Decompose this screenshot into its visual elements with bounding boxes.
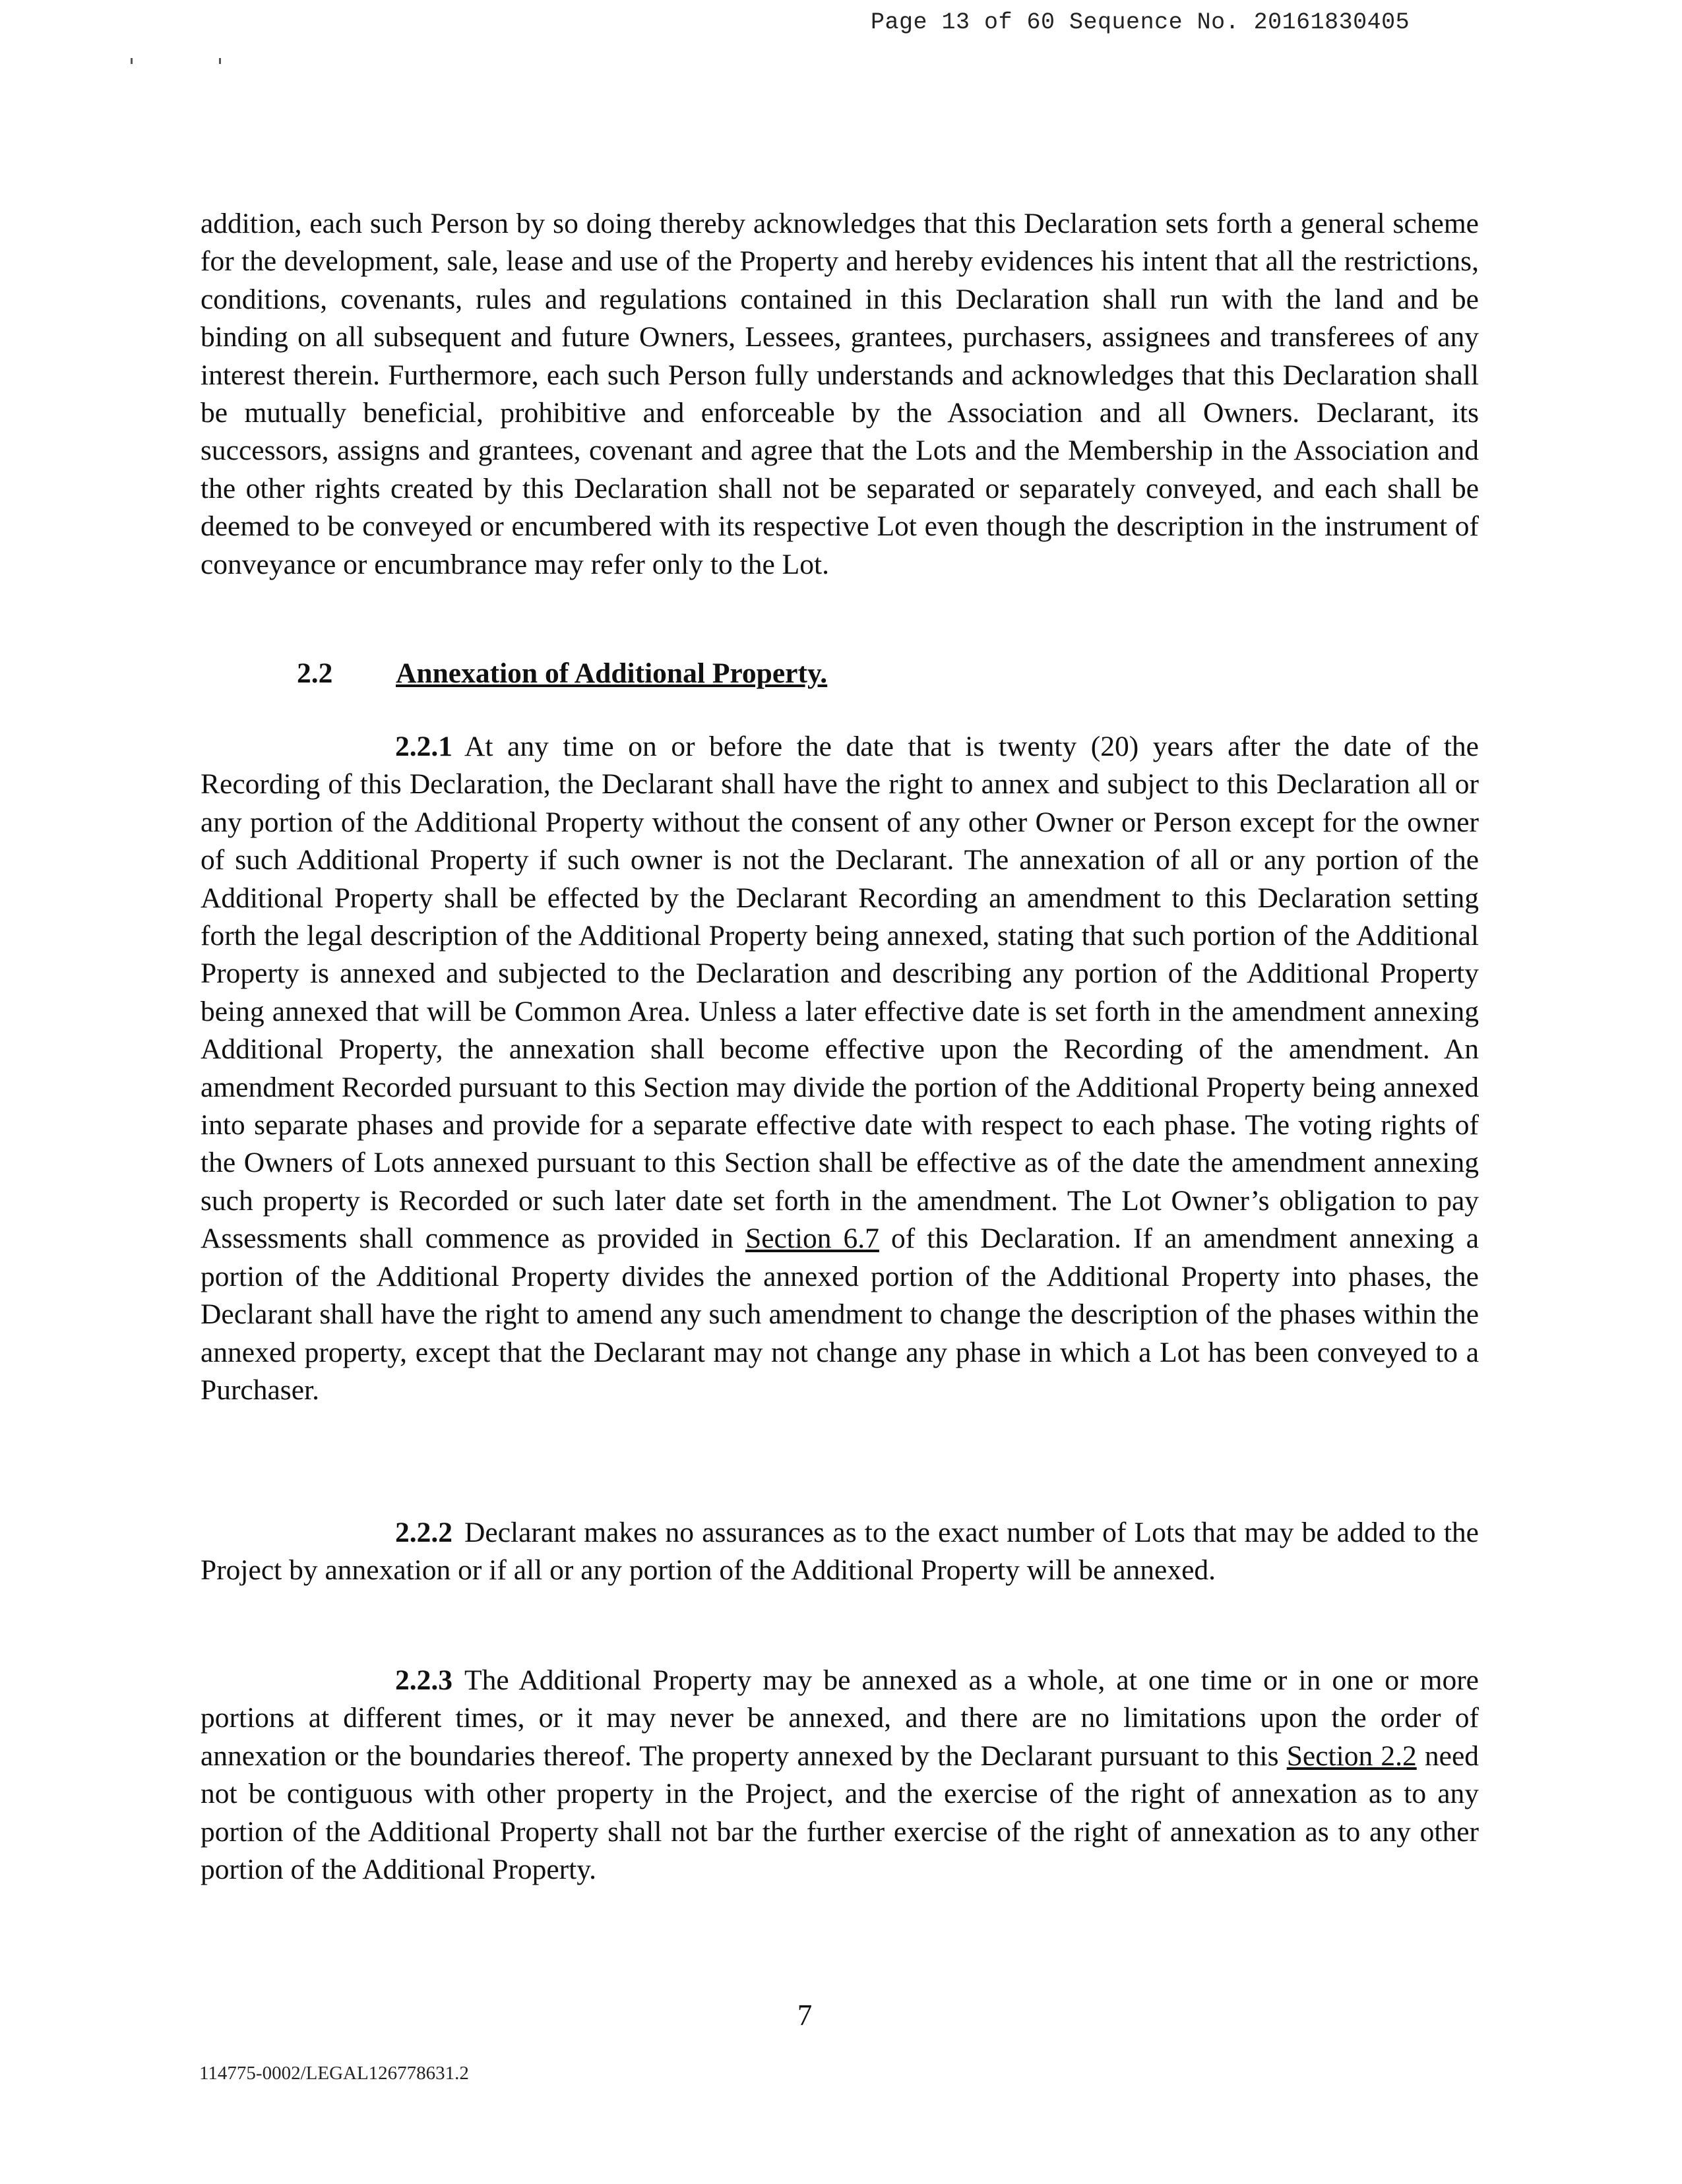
subsection-number: 2.2.1 xyxy=(395,731,452,762)
section-title: Annexation of Additional Property. xyxy=(396,657,828,689)
page-sequence-header: Page 13 of 60 Sequence No. 20161830405 xyxy=(871,9,1410,36)
section-heading xyxy=(297,657,827,690)
section-reference-link: Section 2.2 xyxy=(1286,1740,1417,1772)
subsection-2-2-2 xyxy=(201,1514,1479,1590)
subsection-text: need not be contiguous with other property in the Project, and the exercise of the right of annexation as to any portion of the Additional Property shall not bar the further exercise of the right of annexation as to any other portion of the Additional Property. xyxy=(201,1740,1480,1886)
subsection-text: Declarant makes no assurances as to the exact number of Lots that may be added to the Project by annexation or if all or any portion of the Additional Property will be annexed. xyxy=(201,1517,1479,1587)
section-number: 2.2 xyxy=(297,657,333,689)
subsection-text: At any time on or before the date that is twenty (20) years after the date of the Recording of this Declaration, the Declarant shall have the right to annex and subject to this Declaration all or any portion of the Additional Property without the consent of any other Owner or Person except for the owner of such Additional Property if such owner is not the Declarant. The annexation of all or any portion of the Additional Property shall be effected by the Declarant Recording an amendment to this Declaration setting forth the legal description of the Additional Property being annexed, stating that such portion of the Additional Property is annexed and subjected to the Declaration and describing any portion of the Additional Property being annexed that will be Common Area. Unless a later effective date is set forth in the amendment annexing Additional Property, the annexation shall become effective upon the Recording of the amendment. An amendment Recorded pursuant to this Section may divide the portion of the Additional Property being annexed into separate phases and provide for a separate effective date with respect to each phase. The voting rights of the Owners of Lots annexed pursuant to this Section shall be effective as of the date the amendment annexing such property is Recorded or such later date set forth in the amendment. The Lot Owner’s obligation to pay Assessments shall commence as provided in xyxy=(201,731,1479,1255)
scan-mark-right xyxy=(219,58,221,64)
subsection-2-2-3 xyxy=(201,1662,1479,1889)
document-id: 114775-0002/LEGAL126778631.2 xyxy=(199,2063,469,2084)
subsection-2-2-1 xyxy=(201,728,1479,1409)
subsection-number: 2.2.3 xyxy=(395,1664,452,1696)
page-number: 7 xyxy=(797,1999,813,2032)
subsection-text: The Additional Property may be annexed as a whole, at one time or in one or more portions at different times, or it may never be annexed, and there are no limitations upon the order of annexation or the boundaries thereof. The property annexed by the Declarant pursuant to this xyxy=(201,1664,1479,1772)
section-reference-link: Section 6.7 xyxy=(745,1223,879,1255)
scan-mark-left xyxy=(131,58,133,64)
subsection-text: of this Declaration. If an amendment annexing a portion of the Additional Property divides the annexed portion of the Additional Property into phases, the Declarant shall have the right to amend any such amendment to change the description of the phases within the annexed property, except that the Declarant may not change any phase in which a Lot has been conveyed to a Purchaser. xyxy=(201,1223,1480,1406)
opening-paragraph: addition, each such Person by so doing thereby acknowledges that this Declaration sets forth a general scheme for the development, sale, lease and use of the Property and hereby evidences his intent that all the restrictions, conditions, covenants, rules and regulations contained in this Declaration shall run with the land and be binding on all subsequent and future Owners, Lessees, grantees, purchasers, assignees and transferees of any interest therein. Furthermore, each such Person fully understands and acknowledges that this Declaration shall be mutually beneficial, prohibitive and enforceable by the Association and all Owners. Declarant, its successors, assigns and grantees, covenant and agree that the Lots and the Membership in the Association and the other rights created by this Declaration shall not be separated or separately conveyed, and each shall be deemed to be conveyed or encumbered with its respective Lot even though the description in the instrument of conveyance or encumbrance may refer only to the Lot. xyxy=(201,208,1479,580)
subsection-number: 2.2.2 xyxy=(395,1517,452,1548)
